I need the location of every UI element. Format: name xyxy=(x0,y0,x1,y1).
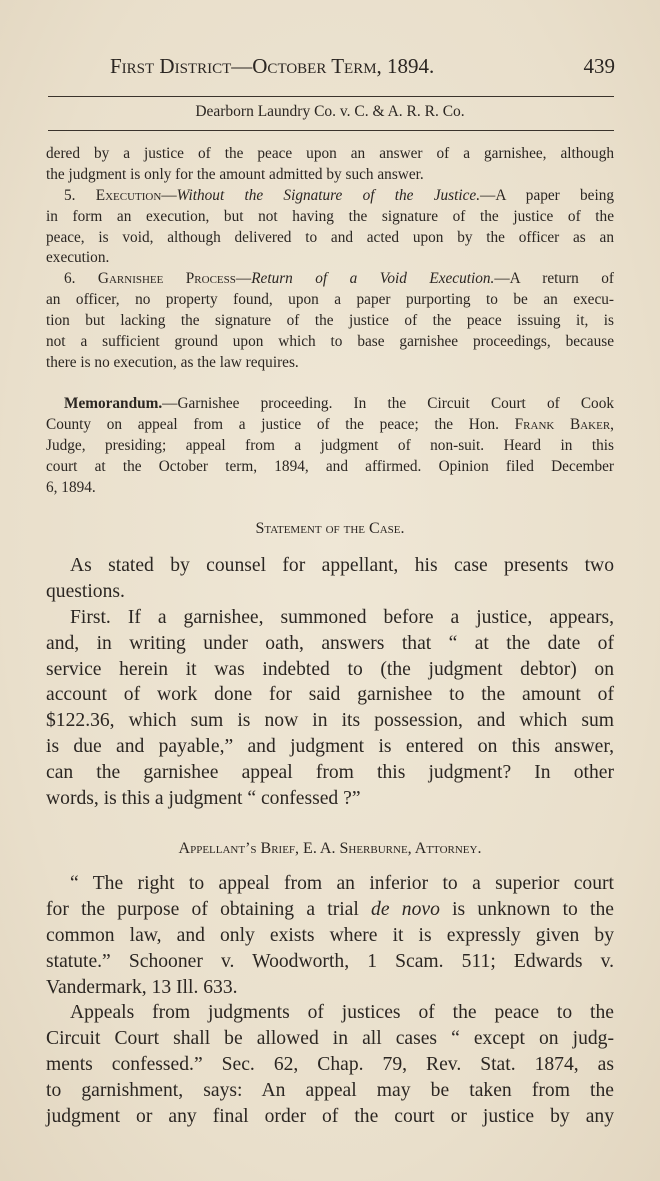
text-run: not a sufficient ground upon which to base garnishee proceedings, because xyxy=(46,333,614,351)
text-run: Appeals from judgments of justices of the peace to the xyxy=(70,1002,614,1024)
text-line xyxy=(46,734,614,760)
text-run: $122.36, which sum is now in its possession, and which sum xyxy=(46,710,614,732)
text-line xyxy=(46,975,614,1001)
text-run: to garnishment, says: An appeal may be taken from the xyxy=(46,1080,614,1102)
text-line xyxy=(46,207,614,228)
text-line xyxy=(46,949,614,975)
text-run: common law, and only exists where it is expressly given by xyxy=(46,924,614,946)
text-line xyxy=(46,415,614,436)
text-run: Garnishee Process xyxy=(97,270,236,288)
text-run: —A return of xyxy=(494,270,615,288)
text-line xyxy=(46,353,614,374)
text-line xyxy=(46,144,614,165)
text-line xyxy=(46,290,614,311)
brief-heading: Appellant’s Brief, E. A. Sherburne, Attorney. xyxy=(178,840,482,857)
text-line xyxy=(46,579,614,605)
text-line xyxy=(46,897,614,923)
text-run: the judgment is only for the amount admitted by such answer. xyxy=(46,165,424,183)
text-run: Circuit Court shall be allowed in all cases “ except on judg- xyxy=(46,1028,614,1050)
text-run: service herein it was indebted to (the judgment debtor) on xyxy=(46,658,614,680)
page-number: 439 xyxy=(583,54,615,78)
running-header xyxy=(110,54,615,79)
appellant-brief xyxy=(46,871,614,1130)
text-run: Return of a Void Execution. xyxy=(251,270,495,288)
text-run: execution. xyxy=(46,249,110,267)
headnotes xyxy=(46,144,614,374)
text-run: for the purpose of obtaining a trial xyxy=(46,898,372,920)
text-run: questions. xyxy=(46,580,125,602)
text-line xyxy=(46,1052,614,1078)
text-run: — xyxy=(235,270,252,288)
text-run: there is no execution, as the law requires. xyxy=(46,353,299,371)
text-run: court at the October term, 1894, and affirmed. Opinion filed December xyxy=(46,457,614,475)
text-line xyxy=(46,457,614,478)
text-line xyxy=(46,786,614,812)
text-run: ments confessed.” Sec. 62, Chap. 79, Rev. Stat. 1874, as xyxy=(46,1054,614,1076)
statement-of-case xyxy=(46,553,614,812)
memorandum xyxy=(46,394,614,498)
text-run: de novo xyxy=(371,898,440,920)
text-line xyxy=(46,248,614,269)
text-run: statute.” Schooner v. Woodworth, 1 Scam. 511; Edwards v. xyxy=(46,950,614,972)
text-run: is unknown to the xyxy=(439,898,614,920)
text-line xyxy=(46,605,614,631)
text-line xyxy=(46,394,614,415)
text-line xyxy=(46,332,614,353)
text-run: — xyxy=(161,186,177,204)
text-run: County on appeal from a justice of the peace; the Hon. xyxy=(46,415,515,433)
text-run: “ The right to appeal from an inferior to a superior court xyxy=(70,873,614,894)
text-run: 6, 1894. xyxy=(46,478,96,496)
text-run: First. If a garnishee, summoned before a justice, appears, xyxy=(70,606,614,628)
text-run: As stated by counsel for appellant, his case presents two xyxy=(70,555,614,576)
case-title-rule xyxy=(48,130,614,131)
text-run: and, in writing under oath, answers that “ at the date of xyxy=(46,632,614,654)
text-run: 6. xyxy=(64,270,98,288)
text-run: Memorandum. xyxy=(64,395,163,412)
text-run: Execution xyxy=(95,186,162,204)
text-run: Vandermark, 13 Ill. 633. xyxy=(46,976,238,998)
running-title: First District—October Term, 1894. xyxy=(110,54,435,78)
text-line xyxy=(46,657,614,683)
text-run: can the garnishee appeal from this judgment? In other xyxy=(46,762,614,784)
header-rule xyxy=(48,96,614,97)
text-run: Frank Baker xyxy=(514,415,611,433)
text-line xyxy=(46,760,614,786)
text-line xyxy=(46,631,614,657)
text-line xyxy=(46,436,614,457)
text-run: an officer, no property found, upon a paper purporting to be an execu- xyxy=(46,291,614,309)
text-line xyxy=(46,1104,614,1130)
text-run: , xyxy=(610,415,614,433)
text-run: judgment or any final order of the court or justice by any xyxy=(46,1106,614,1128)
text-line xyxy=(46,1078,614,1104)
text-run: account of work done for said garnishee to the amount of xyxy=(46,684,614,706)
text-run: 5. xyxy=(64,186,96,204)
text-line xyxy=(46,553,614,579)
text-line xyxy=(46,269,614,290)
text-run: peace, is void, although delivered to and acted upon by the officer as an xyxy=(46,228,614,246)
text-line xyxy=(46,478,614,499)
text-line xyxy=(46,1000,614,1026)
text-line xyxy=(46,1026,614,1052)
case-title: Dearborn Laundry Co. v. C. & A. R. R. Co. xyxy=(195,103,465,120)
text-run: —Garnishee proceeding. In the Circuit Court of Cook xyxy=(162,395,614,412)
text-line xyxy=(46,708,614,734)
text-line xyxy=(46,228,614,249)
text-run: Judge, presiding; appeal from a judgment of non-suit. Heard in this xyxy=(46,436,614,454)
statement-heading: Statement of the Case. xyxy=(255,520,405,537)
text-line xyxy=(46,311,614,332)
text-line xyxy=(46,682,614,708)
text-line xyxy=(46,923,614,949)
text-line xyxy=(46,165,614,186)
text-run: Without the Signature of the Justice. xyxy=(176,186,481,204)
text-run: dered by a justice of the peace upon an answer of a garnishee, although xyxy=(46,145,614,162)
text-run: words, is this a judgment “ confessed ?” xyxy=(46,788,361,810)
text-run: tion but lacking the signature of the justice of the peace issuing it, is xyxy=(46,312,614,330)
text-line xyxy=(46,186,614,207)
text-run: in form an execution, but not having the signature of the justice of the xyxy=(46,207,614,225)
text-run: —A paper being xyxy=(480,186,615,204)
text-run: is due and payable,” and judgment is entered on this answer, xyxy=(46,736,614,758)
text-line xyxy=(46,871,614,897)
